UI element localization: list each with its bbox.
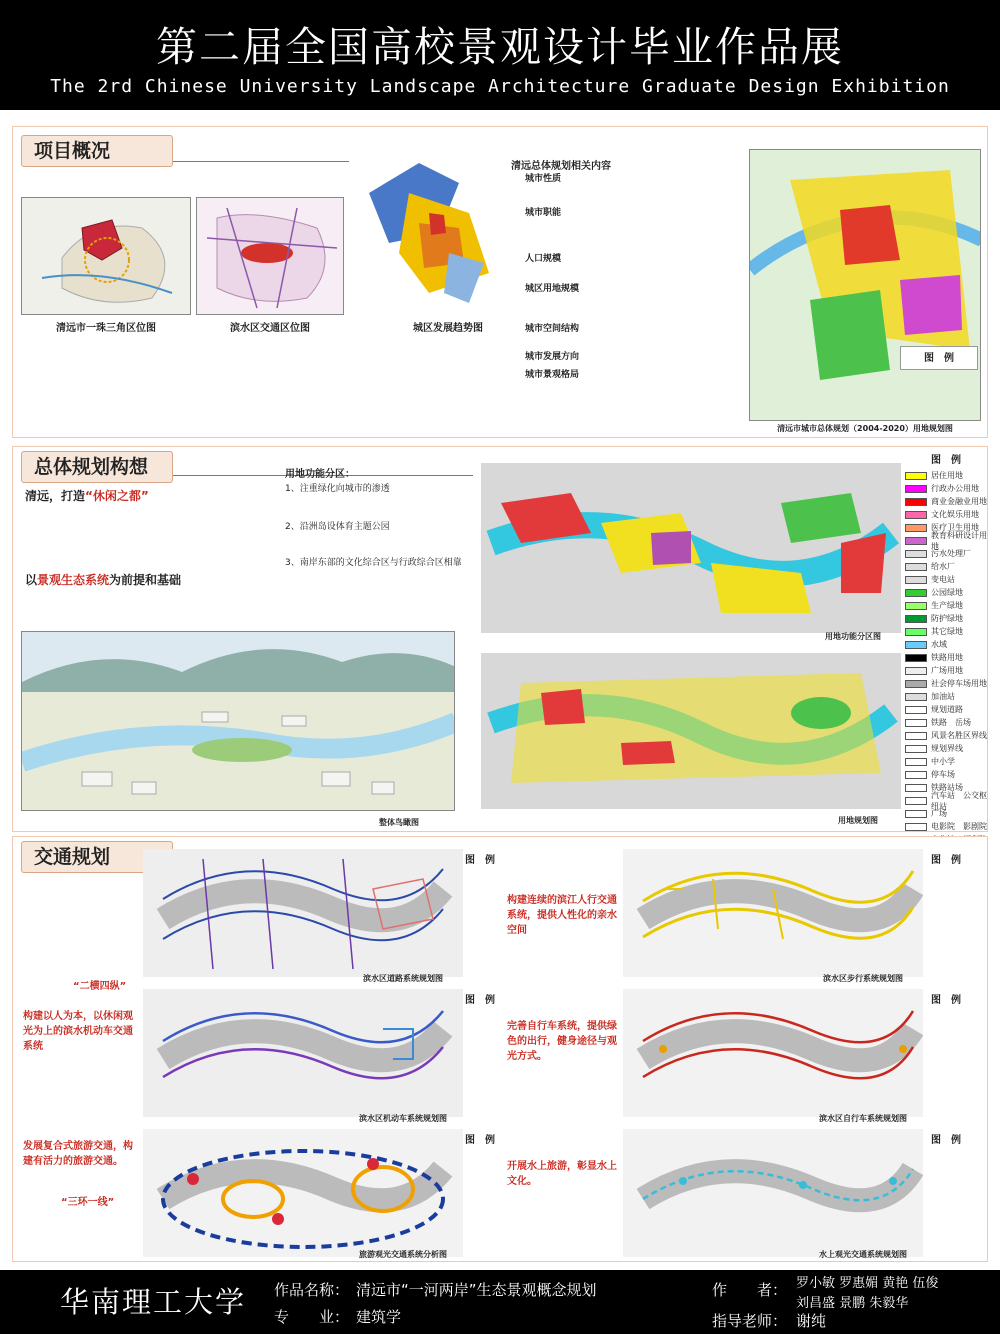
legend-swatch xyxy=(905,680,927,688)
section-title-concept: 总体规划构想 xyxy=(21,451,173,483)
tourism-system-map xyxy=(143,1129,463,1257)
legend-item xyxy=(905,508,987,521)
legend-label: 污水处理厂 xyxy=(931,549,971,558)
legend-item xyxy=(905,677,987,690)
traffic-legend-title: 图 例 xyxy=(931,995,961,1006)
author-label: 作 者： xyxy=(712,1281,788,1299)
concept-heading-ecology-highlight: 景观生态系统 xyxy=(37,573,110,587)
legend-label: 水域 xyxy=(931,640,947,649)
landuse-item-1: 1、注重绿化向城市的渗透 xyxy=(285,484,390,494)
legend-item xyxy=(905,612,987,625)
overview-item-spatial: 城市空间结构 xyxy=(525,324,580,334)
city-landuse-map xyxy=(749,149,981,421)
legend-item xyxy=(905,790,987,811)
major-label: 专 业： xyxy=(274,1308,350,1326)
advisor-label: 指导老师： xyxy=(712,1312,788,1330)
legend-label: 文化娱乐用地 xyxy=(931,510,979,519)
section-traffic xyxy=(12,836,988,1262)
section-title-traffic: 交通规划 xyxy=(21,841,173,873)
overview-item-function: 城市职能 xyxy=(525,208,562,218)
legend-swatch xyxy=(905,485,927,493)
overview-item-land-scale: 城区用地规模 xyxy=(525,284,580,294)
concept-heading-ecology-suffix: 为前提和基础 xyxy=(109,573,182,587)
traffic-legend-6 xyxy=(931,1131,961,1149)
legend-swatch xyxy=(905,602,927,610)
overview-text-title: 清远总体规划相关内容 xyxy=(511,161,611,172)
legend-label: 行政办公用地 xyxy=(931,484,979,493)
work-name-label: 作品名称： xyxy=(274,1281,350,1299)
legend-item xyxy=(905,820,987,833)
legend-label: 铁路 岳场 xyxy=(931,718,971,727)
legend-swatch xyxy=(905,654,927,662)
legend-label: 中小学 xyxy=(931,757,955,766)
traffic-item-tourism: 发展复合式旅游交通，构建有活力的旅游交通。 xyxy=(23,1141,133,1167)
overview-item-direction: 城市发展方向 xyxy=(525,352,580,362)
header-banner xyxy=(0,0,1000,110)
concept-heading-ecology-prefix: 以 xyxy=(25,573,38,587)
legend-label: 防护绿地 xyxy=(931,614,963,623)
legend-item xyxy=(905,599,987,612)
legend-label: 生产绿地 xyxy=(931,601,963,610)
legend-label: 规划道路 xyxy=(931,705,963,714)
road-system-map xyxy=(143,849,463,977)
legend-swatch xyxy=(905,615,927,623)
legend-item xyxy=(905,664,987,677)
landuse-legend-title: 图 例 xyxy=(931,455,961,466)
legend-item xyxy=(905,573,987,586)
caption-pedestrian-system: 滨水区步行系统规划图 xyxy=(823,974,903,983)
legend-swatch xyxy=(905,732,927,740)
section-overview xyxy=(12,126,988,438)
traffic-legend-title: 图 例 xyxy=(931,855,961,866)
landuse-plan-map xyxy=(481,653,901,809)
legend-swatch xyxy=(905,563,927,571)
traffic-item-water: 开展水上旅游，彰显水上文化。 xyxy=(507,1161,617,1187)
legend-swatch xyxy=(905,693,927,701)
regional-map-graphic xyxy=(22,198,191,315)
legend-item xyxy=(905,469,987,482)
traffic-map-graphic xyxy=(197,198,344,315)
caption-city-landuse-map: 清远市城市总体规划（2004-2020）用地规划图 xyxy=(777,424,953,433)
work-name: 清远市“一河两岸”生态景观概念规划 xyxy=(356,1281,597,1299)
legend-label: 规划界线 xyxy=(931,744,963,753)
legend-label: 其它绿地 xyxy=(931,627,963,636)
landuse-item-3: 3、南岸东部的文化综合区与行政综合区相靠 xyxy=(285,558,462,568)
legend-swatch xyxy=(905,524,927,532)
legend-item xyxy=(905,638,987,651)
section-concept xyxy=(12,446,988,832)
legend-swatch xyxy=(905,628,927,636)
traffic-legend-title: 图 例 xyxy=(465,1135,495,1146)
traffic-legend-title: 图 例 xyxy=(465,855,495,866)
caption-road-system: 滨水区道路系统规划图 xyxy=(363,974,443,983)
overview-item-nature: 城市性质 xyxy=(525,174,562,184)
legend-swatch xyxy=(905,797,927,805)
landuse-zoning-map xyxy=(481,463,901,633)
legend-swatch xyxy=(905,706,927,714)
legend-item xyxy=(905,625,987,638)
legend-label: 汽车站 公交枢纽站 xyxy=(931,790,987,811)
traffic-item-loops: “三环一线” xyxy=(61,1197,115,1208)
landuse-item-2: 2、沿洲岛设体育主题公园 xyxy=(285,522,390,532)
footer-banner xyxy=(0,1270,1000,1334)
traffic-legend-1 xyxy=(465,851,495,869)
overview-item-population: 人口规模 xyxy=(525,254,562,264)
legend-swatch xyxy=(905,641,927,649)
legend-item xyxy=(905,560,987,573)
legend-label: 教育科研设计用地 xyxy=(931,530,987,551)
city-map-legend xyxy=(900,346,978,370)
legend-item xyxy=(905,729,987,742)
section-title-overview: 项目概况 xyxy=(21,135,173,167)
legend-label: 铁路站场 xyxy=(931,783,963,792)
landuse-legend-rows xyxy=(905,469,987,846)
legend-swatch xyxy=(905,810,927,818)
legend-swatch xyxy=(905,823,927,831)
city-landuse-graphic xyxy=(750,150,981,421)
city-map-legend-title: 图 例 xyxy=(924,353,954,364)
legend-label: 铁路用地 xyxy=(931,653,963,662)
legend-swatch xyxy=(905,589,927,597)
legend-swatch xyxy=(905,537,927,545)
legend-item xyxy=(905,482,987,495)
traffic-item-bicycle: 完善自行车系统，提供绿色的出行，健身途径与观光方式。 xyxy=(507,1021,617,1062)
traffic-item-pedestrian: 构建连续的滨江人行交通系统，提供人性化的亲水空间 xyxy=(507,895,617,936)
legend-swatch xyxy=(905,511,927,519)
caption-bicycle-system: 滨水区自行车系统规划图 xyxy=(819,1114,907,1123)
caption-aerial-view: 整体鸟瞰图 xyxy=(379,818,419,827)
caption-regional-map: 清远市一珠三角区位图 xyxy=(56,323,156,334)
water-system-map xyxy=(623,1129,923,1257)
legend-item xyxy=(905,742,987,755)
legend-swatch xyxy=(905,576,927,584)
legend-swatch xyxy=(905,758,927,766)
legend-label: 广场 xyxy=(931,809,947,818)
legend-item xyxy=(905,716,987,729)
legend-label: 加油站 xyxy=(931,692,955,701)
landuse-zoning-graphic xyxy=(481,463,901,633)
advisor: 谢纯 xyxy=(796,1312,827,1330)
caption-traffic-map: 滨水区交通区位图 xyxy=(230,323,310,334)
legend-item xyxy=(905,495,987,508)
legend-label: 广场用地 xyxy=(931,666,963,675)
legend-label: 社会停车场用地 xyxy=(931,679,987,688)
legend-label: 居住用地 xyxy=(931,471,963,480)
concept-heading-leisure xyxy=(25,487,149,504)
legend-item xyxy=(905,703,987,716)
caption-zoning-map: 用地功能分区图 xyxy=(825,632,881,641)
caption-plan-map: 用地规划图 xyxy=(838,816,878,825)
legend-swatch xyxy=(905,550,927,558)
legend-swatch xyxy=(905,771,927,779)
legend-swatch xyxy=(905,745,927,753)
legend-label: 风景名胜区界线 xyxy=(931,731,987,740)
legend-label: 公园绿地 xyxy=(931,588,963,597)
landuse-plan-graphic xyxy=(481,653,901,809)
aerial-view-graphic xyxy=(22,632,455,811)
traffic-legend-title: 图 例 xyxy=(931,1135,961,1146)
landuse-title: 用地功能分区： xyxy=(285,469,355,480)
traffic-legend-5 xyxy=(465,1131,495,1149)
legend-swatch xyxy=(905,472,927,480)
traffic-item-grid: “二横四纵” xyxy=(73,981,127,992)
exhibition-title: 第二届全国高校景观设计毕业作品展 xyxy=(156,23,844,71)
concept-heading-leisure-prefix: 清远，打造 xyxy=(25,489,86,503)
traffic-legend-title: 图 例 xyxy=(465,995,495,1006)
concept-heading-ecology xyxy=(25,571,181,588)
caption-urban-trend-map: 城区发展趋势图 xyxy=(413,323,483,334)
legend-item xyxy=(905,530,987,551)
bicycle-system-map xyxy=(623,989,923,1117)
legend-item xyxy=(905,755,987,768)
vehicle-system-map xyxy=(143,989,463,1117)
urban-trend-map xyxy=(349,153,503,315)
legend-label: 电影院 影剧院 xyxy=(931,822,987,831)
traffic-legend-4 xyxy=(931,991,961,1009)
traffic-legend-2 xyxy=(931,851,961,869)
legend-label: 医疗卫生用地 xyxy=(931,523,979,532)
traffic-item-vehicle: 构建以人为本，以休闲观光为上的滨水机动车交通系统 xyxy=(23,1011,133,1052)
regional-location-map xyxy=(21,197,191,315)
pedestrian-system-map xyxy=(623,849,923,977)
urban-trend-graphic xyxy=(349,153,503,315)
traffic-legend-3 xyxy=(465,991,495,1009)
university-name: 华南理工大学 xyxy=(60,1285,247,1319)
legend-item xyxy=(905,651,987,664)
legend-item xyxy=(905,690,987,703)
authors-line-1: 罗小敏 罗惠媚 黄艳 伍俊 xyxy=(796,1276,939,1291)
concept-heading-leisure-highlight: “休闲之都” xyxy=(85,489,149,503)
legend-label: 商业金融业用地 xyxy=(931,497,987,506)
traffic-location-map xyxy=(196,197,344,315)
legend-swatch xyxy=(905,719,927,727)
overview-item-landscape: 城市景观格局 xyxy=(525,370,580,380)
legend-label: 停车场 xyxy=(931,770,955,779)
exhibition-title-en: The 2rd Chinese University Landscape Architecture Graduate Design Exhibition xyxy=(50,76,950,97)
caption-tourism-system: 旅游观光交通系统分析图 xyxy=(359,1250,447,1259)
legend-item xyxy=(905,586,987,599)
legend-swatch xyxy=(905,498,927,506)
legend-label: 变电站 xyxy=(931,575,955,584)
landuse-legend xyxy=(905,451,987,846)
major: 建筑学 xyxy=(356,1308,402,1326)
legend-swatch xyxy=(905,667,927,675)
caption-water-system: 水上观光交通系统规划图 xyxy=(819,1250,907,1259)
legend-swatch xyxy=(905,784,927,792)
legend-item xyxy=(905,768,987,781)
legend-label: 给水厂 xyxy=(931,562,955,571)
authors-line-2: 刘昌盛 景鹏 朱毅华 xyxy=(796,1296,909,1311)
caption-vehicle-system: 滨水区机动车系统规划图 xyxy=(359,1114,447,1123)
aerial-view-image xyxy=(21,631,455,811)
